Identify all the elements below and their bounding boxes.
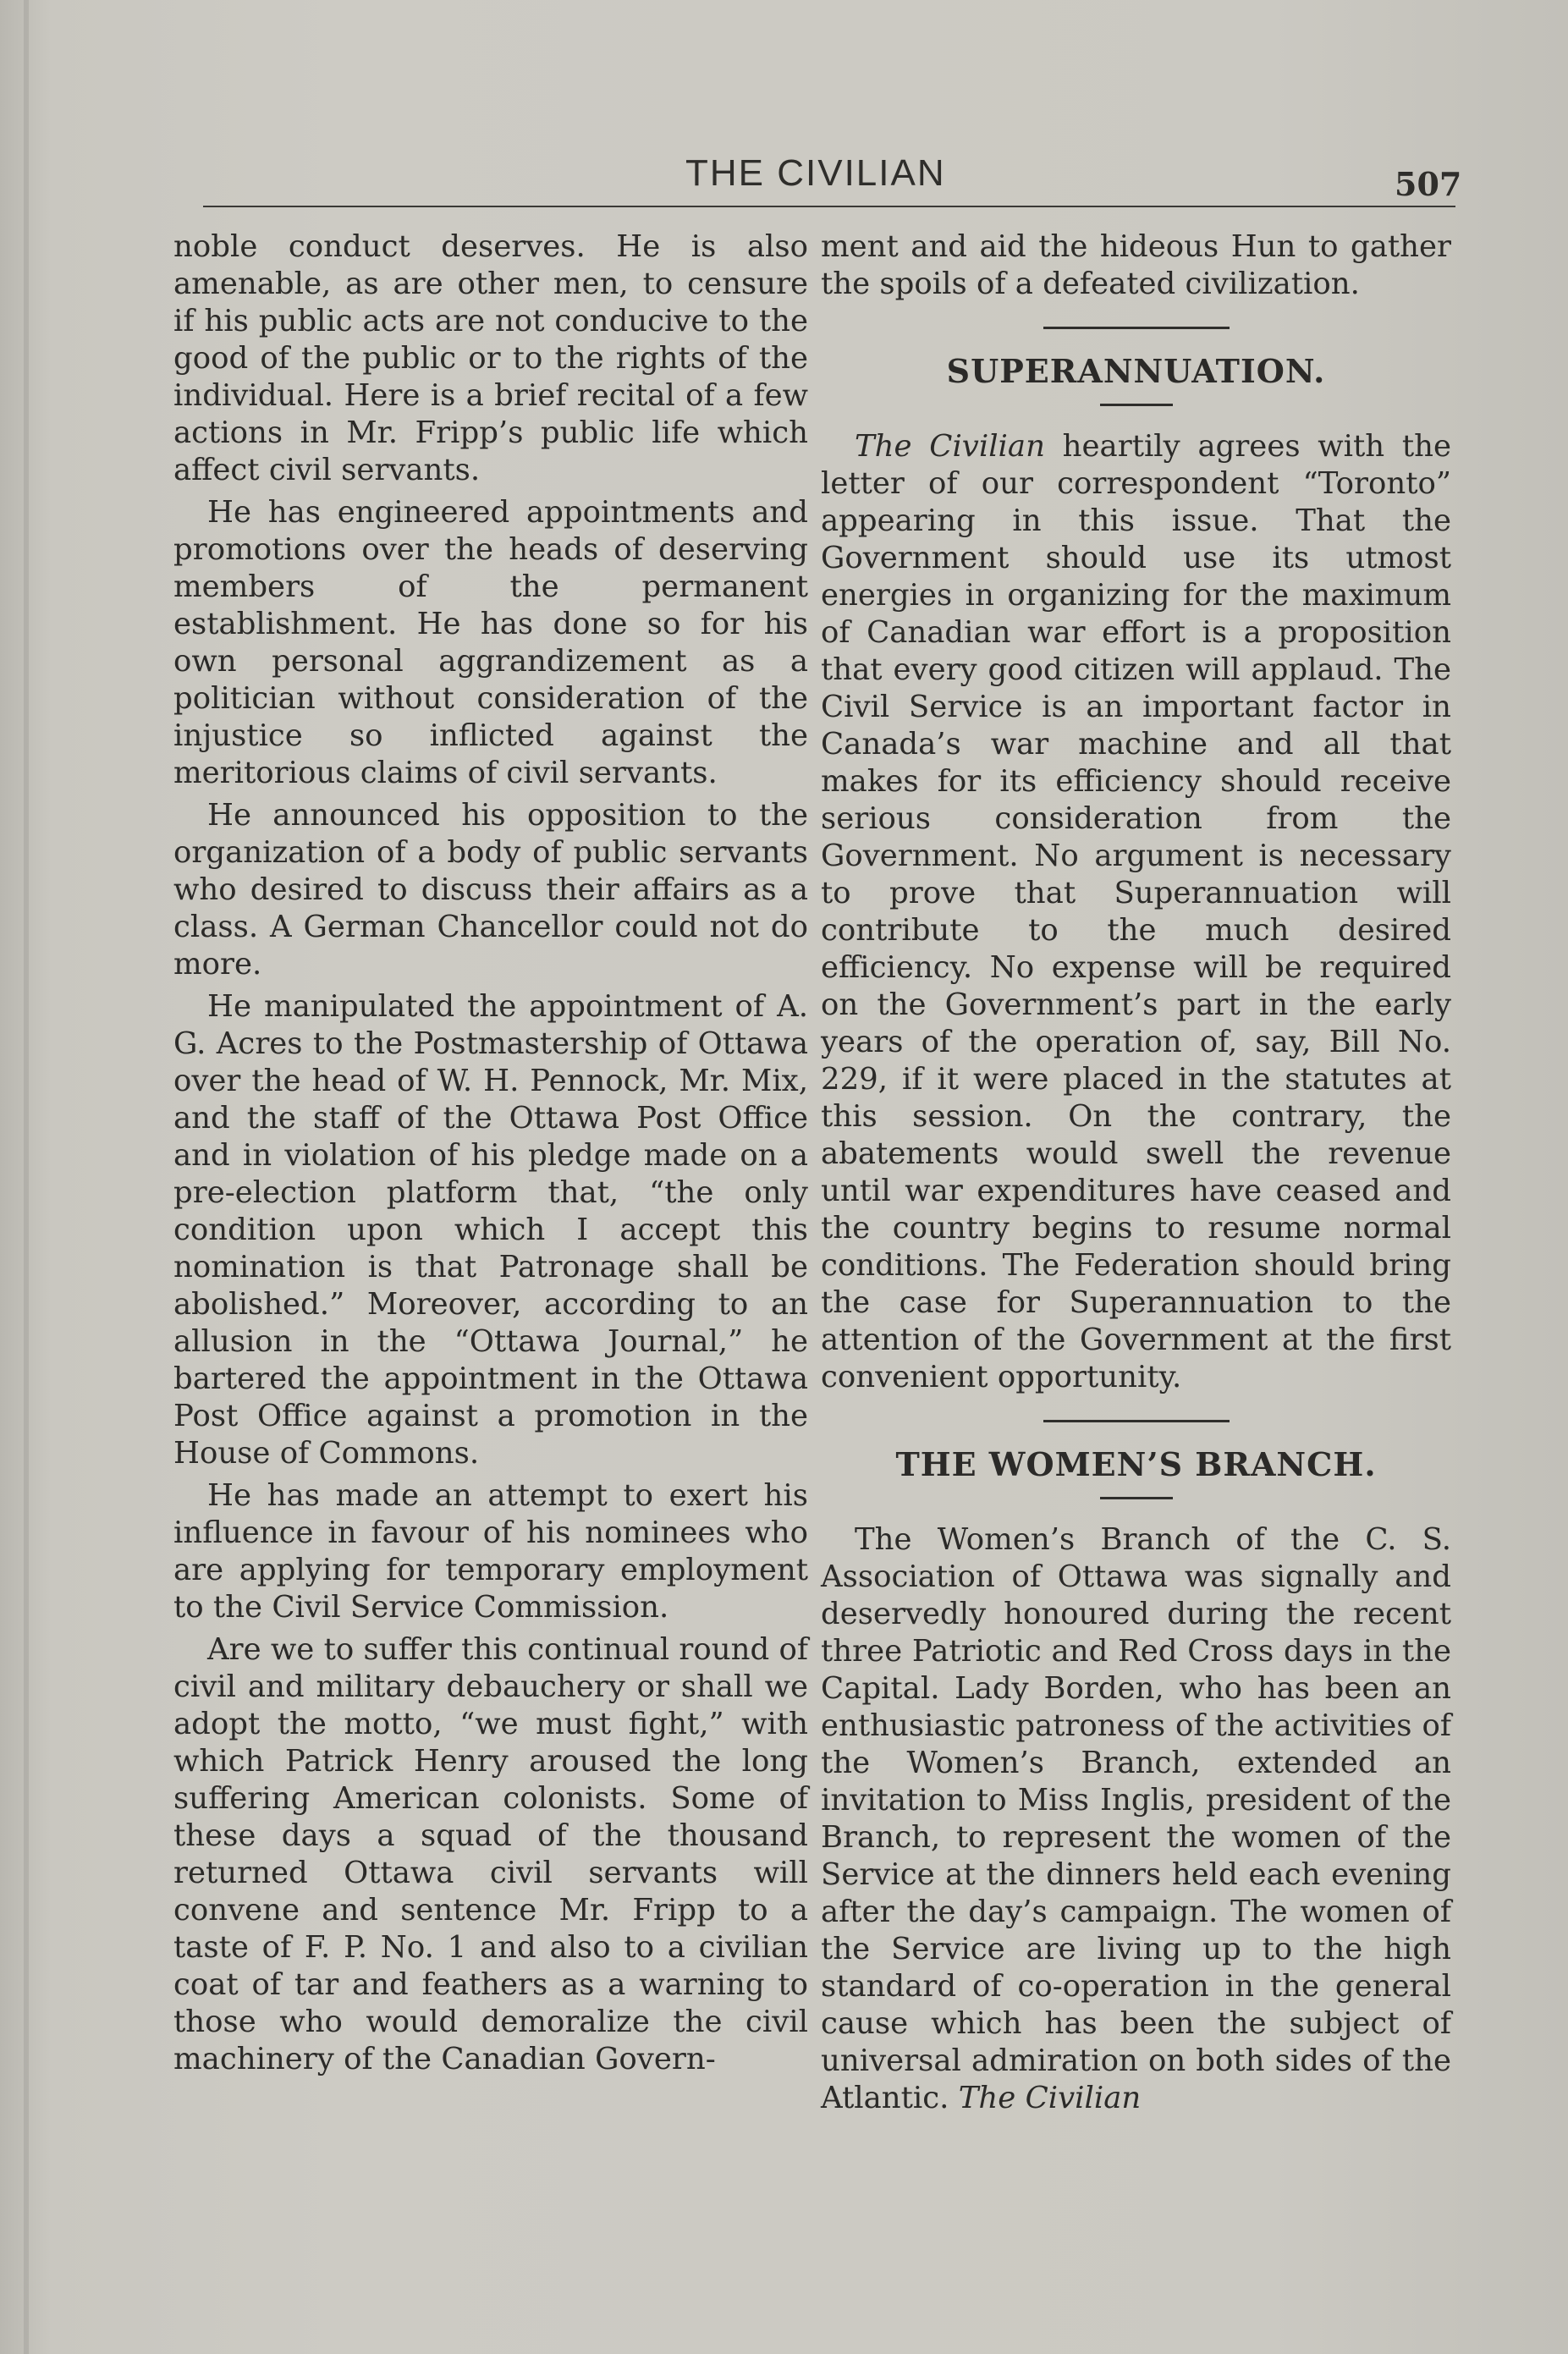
section-title-superannuation: SUPERANNUATION.: [946, 352, 1326, 390]
page-number: 507: [1395, 165, 1462, 203]
paragraph: [821, 1521, 1451, 2117]
paragraph: [821, 428, 1451, 1396]
paragraph: He has made an attempt to exert his influence in favour of his nominees who are applying for temporary employment to the Civil Service Commission.: [173, 1478, 808, 1625]
section-divider: [1043, 327, 1230, 329]
publication-name: The Civilian: [855, 429, 1045, 464]
running-head: THE CIVILIAN: [685, 152, 946, 194]
right-column: [821, 228, 1451, 2122]
paragraph: noble conduct deserves. He is also amenable, as are other men, to censure if his public acts are not conducive to the good of the public or to the rights of the individual. Here is a brief recital of a few actions in Mr. Fripp’s public life which affect civil servants.: [173, 229, 808, 487]
binding-edge: [24, 0, 29, 2354]
paragraph: He manipulated the appointment of A. G. Acres to the Postmastership of Ottawa over the head of W. H. Pennock, Mr. Mix, and the staff of the Ottawa Post Office and in violation of his pledge made on a pre-election platform that, “the only condition upon which I accept this nomination is that Patronage shall be abolished.” Moreover, according to an allusion in the “Ottawa Journal,” he bartered the appointment in the Ottawa Post Office against a promotion in the House of Commons.: [173, 989, 808, 1471]
paragraph: He announced his opposition to the organization of a body of public servants who desired to discuss their affairs as a class. A German Chancellor could not do more.: [173, 798, 808, 982]
section-divider: [1043, 1420, 1230, 1422]
paragraph: He has engineered appointments and promotions over the heads of deserving members of the permanent establishment. He has done so for his own personal aggrandizement as a politician without consideration of the injustice so inflicted against the meritorious claims of civil servants.: [173, 495, 808, 790]
header-rule: [203, 206, 1455, 207]
paragraph: Are we to suffer this continual round of civil and military debauchery or shall we adopt the motto, “we must fight,” with which Patrick Henry aroused the long suffering American colonists. Some of these days a squad of the thousand returned Ottawa civil servants will convene and sentence Mr. Fripp to a taste of F. P. No. 1 and also to a civilian coat of tar and feathers as a warning to those who would demoralize the civil machinery of the Canadian Govern-: [173, 1632, 808, 2076]
paragraph-text: heartily agrees with the letter of our correspondent “Toronto” appearing in this issue. That the Government should use its utmost energies in organizing for the maximum of Canadian war effort is a proposition that every good citizen will applaud. The Civil Service is an important factor in Canada’s war machine and all that makes for its efficiency should receive serious consideration from the Government. No argument is necessary to prove that Superannuation will contribute to the much desired efficiency. No expense will be required on the Government’s part in the early years of the operation of, say, Bill No. 229, if it were placed in the statutes at this session. On the contrary, the abatements would swell the revenue until war expenditures have ceased and the country begins to resume normal conditions. The Federation should bring the case for Superannuation to the attention of the Government at the first convenient opportunity.: [821, 429, 1452, 1394]
title-underline: [1100, 404, 1173, 406]
title-underline: [1100, 1497, 1173, 1499]
paragraph-text: The Women’s Branch of the C. S. Association of Ottawa was signally and deservedly honoured during the recent three Patriotic and Red Cross days in the Capital. Lady Borden, who has been an enthusiastic patroness of the activities of the Women’s Branch, extended an invitation to Miss Inglis, president of the Branch, to represent the women of the Service at the dinners held each evening after the day’s campaign. The women of the Service are living up to the high standard of co-operation in the general cause which has been the subject of universal admiration on both sides of the Atlantic.: [821, 1522, 1451, 2115]
publication-name: The Civilian: [958, 2081, 1142, 2115]
left-column: [173, 228, 808, 2083]
paragraph: ment and aid the hideous Hun to gather the spoils of a defeated civilization.: [821, 229, 1451, 301]
section-title-womens-branch: THE WOMEN’S BRANCH.: [895, 1445, 1377, 1483]
